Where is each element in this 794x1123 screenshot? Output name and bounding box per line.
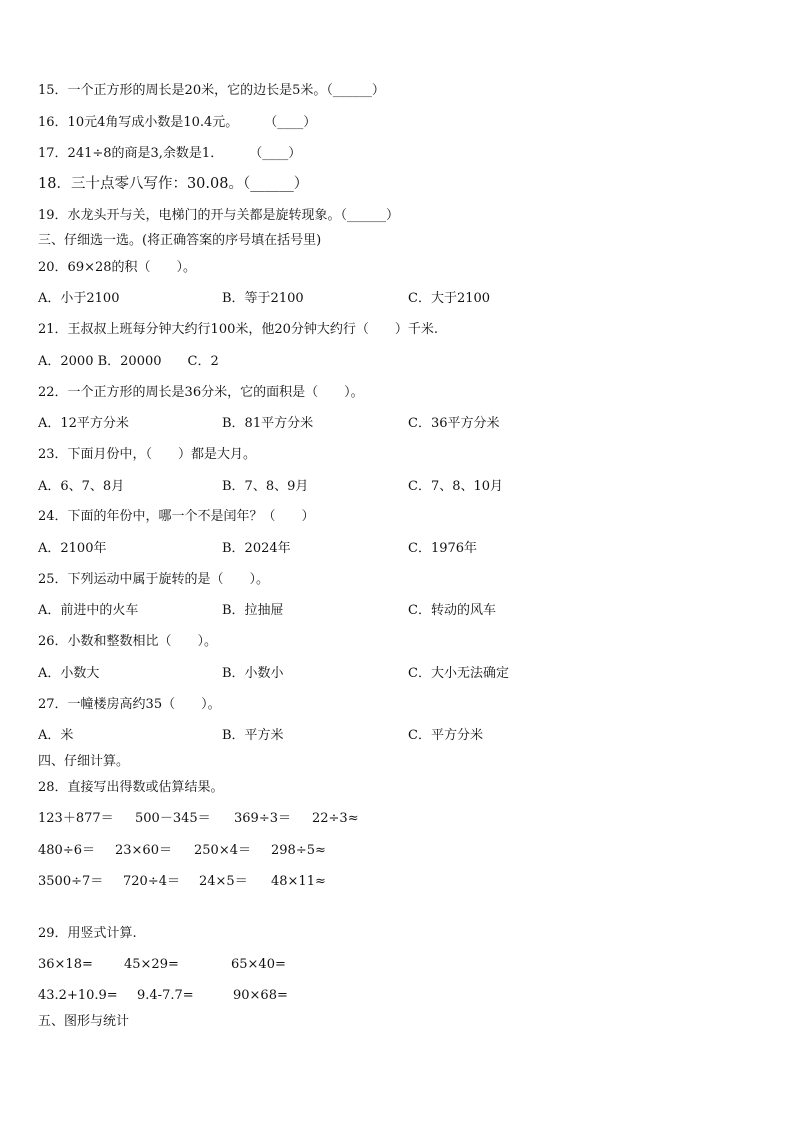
q28-expression: 720÷4＝ [123, 874, 180, 889]
q28-expression: 250×4＝ [194, 843, 251, 858]
question-23-option-c: C．7、8、10月 [408, 479, 504, 494]
question-16: 16．10元4角写成小数是10.4元。 （____） [38, 115, 317, 130]
q28-expression: 3500÷7＝ [38, 874, 104, 889]
question-24-option-c: C．1976年 [408, 541, 478, 556]
q28-expression: 369÷3＝ [234, 811, 291, 826]
question-15: 15．一个正方形的周长是20米，它的边长是5米。（______） [38, 83, 385, 98]
question-25-option-c: C．转动的风车 [408, 603, 496, 618]
question-22-option-b: B．81平方分米 [222, 416, 314, 431]
question-20-stem: 20．69×28的积（ ）。 [38, 260, 197, 275]
question-24-option-b: B．2024年 [222, 541, 291, 556]
q28-expression: 480÷6＝ [38, 843, 95, 858]
q29-expression: 65×40= [231, 957, 286, 972]
q28-expression: 22÷3≈ [312, 811, 359, 826]
question-24-option-a: A．2100年 [38, 541, 107, 556]
question-20-option-a: A．小于2100 [38, 291, 120, 306]
question-25-stem: 25．下列运动中属于旋转的是（ ）。 [38, 572, 270, 587]
q28-expression: 298÷5≈ [271, 843, 326, 858]
question-27-option-b: B．平方米 [222, 728, 284, 743]
question-17: 17．241÷8的商是3,余数是1． （____） [38, 146, 302, 161]
question-20-option-c: C．大于2100 [408, 291, 491, 306]
question-27-option-a: A．米 [38, 728, 74, 743]
q28-expression: 48×11≈ [271, 874, 326, 889]
question-27-stem: 27．一幢楼房高约35（ ）。 [38, 697, 221, 712]
question-22-option-a: A．12平方分米 [38, 416, 129, 431]
question-23-option-a: A．6、7、8月 [38, 479, 125, 494]
q28-expression: 123＋877＝ [38, 811, 114, 826]
q29-expression: 9.4-7.7= [137, 988, 194, 1003]
question-21-stem: 21．王叔叔上班每分钟大约行100米，他20分钟大约行（ ）千米. [38, 322, 439, 337]
question-23-option-b: B．7、8、9月 [222, 479, 309, 494]
question-22-option-c: C．36平方分米 [408, 416, 500, 431]
q29-expression: 43.2+10.9= [38, 988, 118, 1003]
question-27-option-c: C．平方分米 [408, 728, 483, 743]
question-18: 18．三十点零八写作：30.08。（______） [38, 176, 309, 192]
question-26-option-c: C．大小无法确定 [408, 666, 509, 681]
question-19: 19．水龙头开与关，电梯门的开与关都是旋转现象。（______） [38, 208, 400, 223]
question-29-stem: 29．用竖式计算. [38, 926, 137, 941]
question-26-option-a: A．小数大 [38, 666, 100, 681]
question-20-option-b: B．等于2100 [222, 291, 304, 306]
question-21-options: A．2000 B．20000 C．2 [38, 354, 219, 369]
question-26-stem: 26．小数和整数相比（ ）。 [38, 634, 218, 649]
q28-expression: 24×5＝ [199, 874, 248, 889]
q28-expression: 23×60＝ [115, 843, 172, 858]
question-28-stem: 28．直接写出得数或估算结果。 [38, 780, 224, 795]
section-4-title: 四、仔细计算。 [38, 754, 130, 769]
section-5-title: 五、图形与统计 [38, 1014, 130, 1029]
q29-expression: 45×29= [124, 957, 179, 972]
question-26-option-b: B．小数小 [222, 666, 284, 681]
q29-expression: 36×18= [38, 957, 93, 972]
question-25-option-b: B．拉抽屉 [222, 603, 284, 618]
question-23-stem: 23．下面月份中，（ ）都是大月。 [38, 447, 257, 462]
question-22-stem: 22．一个正方形的周长是36分米，它的面积是（ ）。 [38, 385, 364, 400]
question-24-stem: 24．下面的年份中，哪一个不是闰年？（ ） [38, 509, 315, 524]
question-25-option-a: A．前进中的火车 [38, 603, 139, 618]
section-3-title: 三、仔细选一选。(将正确答案的序号填在括号里) [38, 233, 322, 248]
q29-expression: 90×68= [233, 988, 288, 1003]
q28-expression: 500－345＝ [135, 811, 211, 826]
